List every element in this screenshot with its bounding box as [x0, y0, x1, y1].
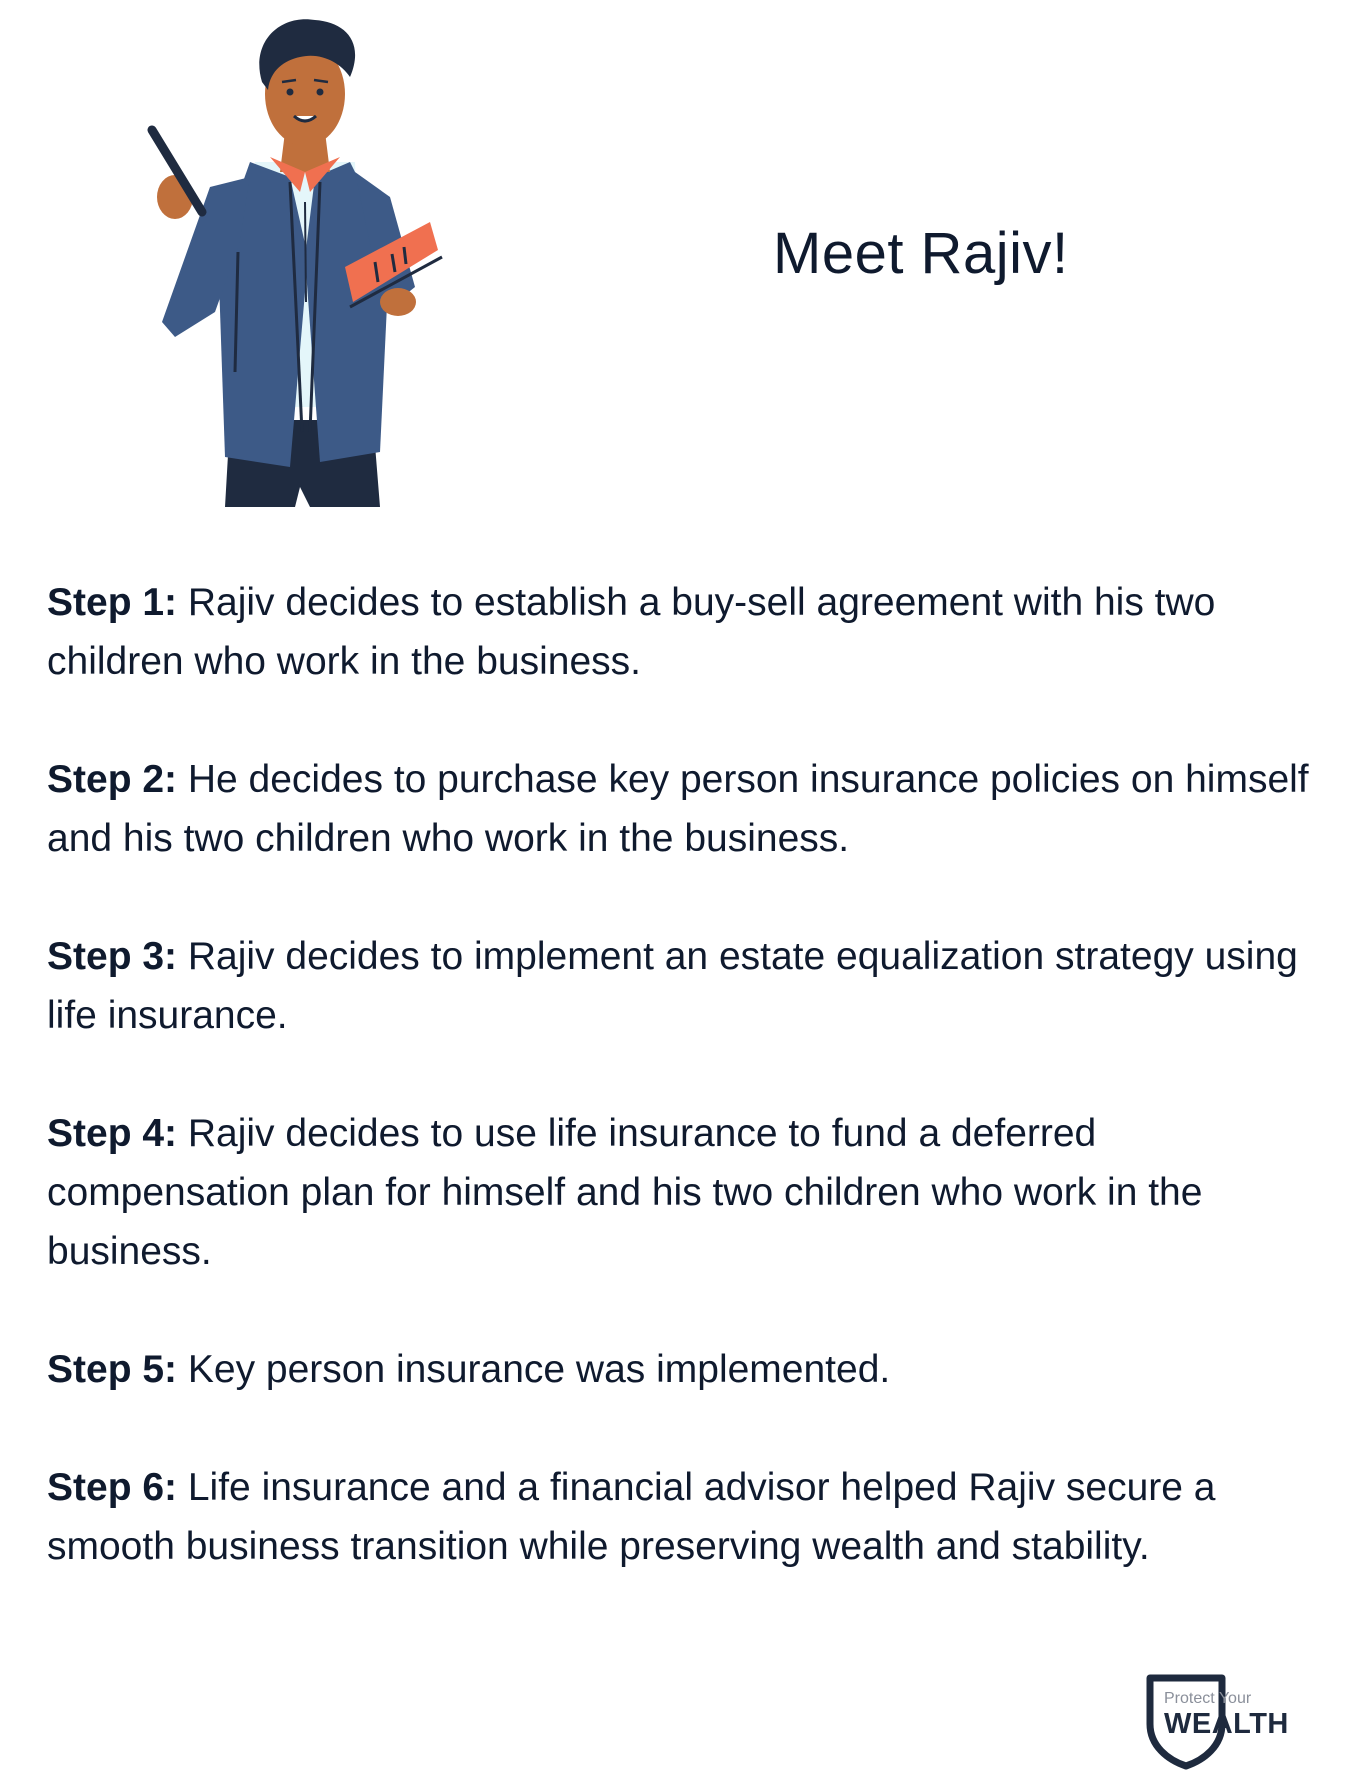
step-item [47, 750, 1317, 868]
step-text: Key person insurance was implemented. [177, 1348, 891, 1391]
step-label: Step 4: [47, 1112, 178, 1155]
page-title: Meet Rajiv! [773, 221, 1069, 286]
step-item [47, 1458, 1317, 1576]
step-item [47, 573, 1317, 691]
step-label: Step 6: [47, 1466, 178, 1509]
steps-list [47, 573, 1317, 1635]
step-text: Life insurance and a financial advisor helped Rajiv secure a smooth business transition while preserving wealth and stability. [47, 1466, 1216, 1568]
step-text: Rajiv decides to use life insurance to fund a deferred compensation plan for himself and his two children who work in the business. [47, 1112, 1203, 1273]
logo-wordmark: WEALTH [1164, 1708, 1289, 1740]
step-label: Step 5: [47, 1348, 178, 1391]
step-label: Step 3: [47, 935, 178, 978]
step-text: Rajiv decides to establish a buy-sell agreement with his two children who work in the business. [47, 581, 1216, 683]
person-illustration [140, 12, 510, 512]
step-label: Step 1: [47, 581, 178, 624]
logo-tagline: Protect Your [1164, 1690, 1252, 1707]
step-text: He decides to purchase key person insurance policies on himself and his two children who work in the business. [47, 758, 1309, 860]
right-hand [380, 288, 416, 316]
step-text: Rajiv decides to implement an estate equalization strategy using life insurance. [47, 935, 1298, 1037]
step-item [47, 927, 1317, 1045]
step-item [47, 1340, 1317, 1399]
brand-logo [1146, 1674, 1296, 1770]
step-label: Step 2: [47, 758, 178, 801]
step-item [47, 1104, 1317, 1281]
